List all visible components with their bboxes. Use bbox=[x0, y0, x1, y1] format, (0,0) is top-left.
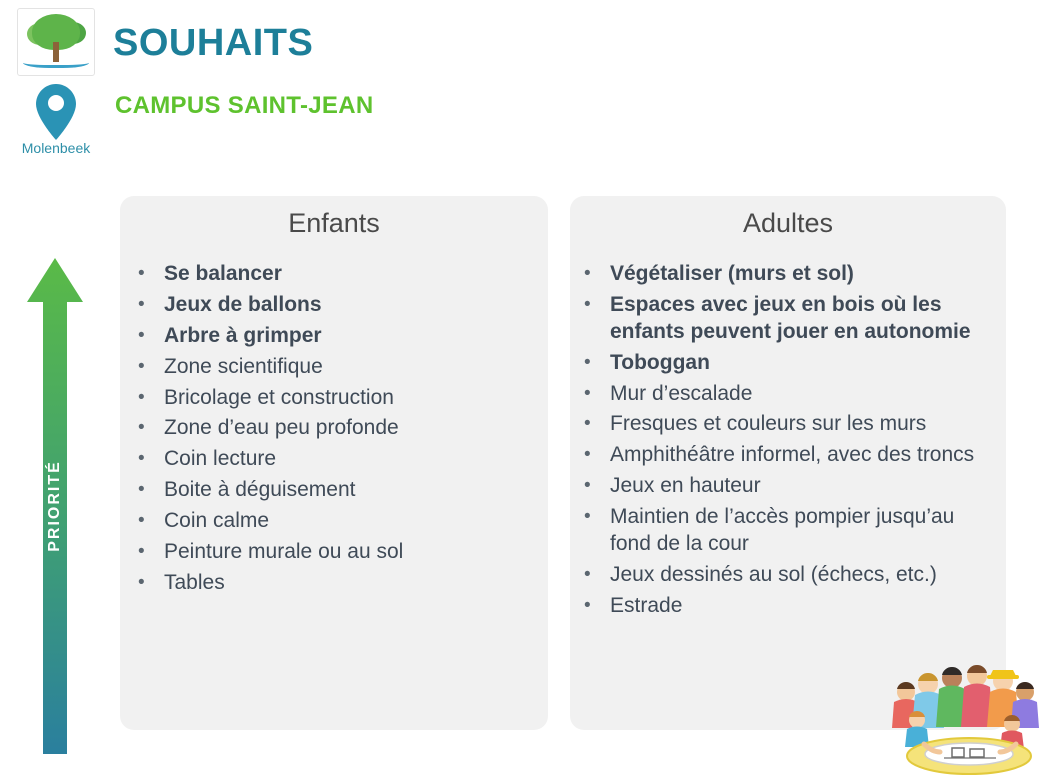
bullet-icon: • bbox=[138, 479, 145, 501]
list-item bbox=[138, 477, 530, 504]
panel-adultes-list bbox=[570, 261, 1006, 620]
bullet-icon: • bbox=[584, 444, 591, 466]
bullet-icon: • bbox=[138, 355, 145, 377]
list-item-label: Zone d’eau peu profonde bbox=[164, 416, 399, 440]
list-item-label: Zone scientifique bbox=[164, 354, 323, 378]
bullet-icon: • bbox=[584, 594, 591, 616]
bullet-icon: • bbox=[584, 351, 591, 373]
bullet-icon: • bbox=[584, 382, 591, 404]
list-item bbox=[584, 292, 992, 346]
list-item-label: Coin lecture bbox=[164, 447, 277, 471]
list-item-label: Coin calme bbox=[164, 509, 270, 532]
bullet-icon: • bbox=[584, 506, 591, 527]
panel-enfants bbox=[120, 196, 548, 730]
list-item-label: Boite à déguisement bbox=[164, 478, 356, 502]
bullet-icon: • bbox=[584, 293, 591, 315]
logo-block bbox=[12, 8, 100, 156]
list-item-label: Estrade bbox=[610, 593, 683, 617]
list-item bbox=[584, 261, 992, 288]
bullet-icon: • bbox=[138, 263, 145, 284]
list-item-label: Jeux en hauteur bbox=[610, 474, 761, 498]
list-item-label: Jeux de ballons bbox=[164, 292, 322, 316]
list-item-label: Fresques et couleurs sur les murs bbox=[610, 412, 927, 436]
list-item bbox=[138, 354, 530, 381]
list-item-label: Arbre à grimper bbox=[164, 323, 322, 347]
page-title: SOUHAITS bbox=[113, 22, 314, 64]
bullet-icon: • bbox=[138, 510, 145, 531]
list-item bbox=[584, 411, 992, 438]
list-item bbox=[138, 446, 530, 473]
list-item bbox=[138, 292, 530, 319]
list-item-label: Bricolage et construction bbox=[164, 385, 394, 409]
list-item-label: Se balancer bbox=[164, 262, 282, 285]
priority-axis-label-text: PRIORITÉ bbox=[46, 460, 63, 552]
list-item bbox=[584, 504, 992, 558]
bullet-icon: • bbox=[138, 324, 145, 346]
list-item bbox=[138, 261, 530, 288]
bullet-icon: • bbox=[138, 293, 145, 315]
list-item-label: Jeux dessinés au sol (échecs, etc.) bbox=[610, 562, 937, 586]
bullet-icon: • bbox=[138, 571, 145, 593]
bullet-icon: • bbox=[584, 475, 591, 497]
list-item-label: Toboggan bbox=[610, 350, 710, 374]
bullet-icon: • bbox=[584, 563, 591, 585]
list-item bbox=[584, 442, 992, 469]
panel-adultes-title: Adultes bbox=[742, 208, 834, 238]
list-item bbox=[584, 381, 992, 408]
list-item-label: Tables bbox=[164, 570, 225, 594]
list-item-label: Mur d’escalade bbox=[610, 381, 753, 405]
priority-arrow-icon bbox=[26, 258, 84, 754]
list-item bbox=[138, 323, 530, 350]
list-item bbox=[138, 508, 530, 535]
list-item-label: Amphithéâtre informel, avec des troncs bbox=[610, 443, 975, 467]
bullet-icon: • bbox=[138, 540, 145, 562]
panel-enfants-title: Enfants bbox=[288, 208, 380, 238]
list-item bbox=[138, 415, 530, 442]
list-item bbox=[584, 562, 992, 589]
bullet-icon: • bbox=[138, 448, 145, 470]
page-subtitle: CAMPUS SAINT-JEAN bbox=[115, 92, 374, 119]
list-item bbox=[584, 350, 992, 377]
list-item bbox=[584, 593, 992, 620]
place-label: Molenbeek bbox=[21, 140, 91, 156]
map-pin-icon bbox=[12, 82, 100, 144]
bullet-icon: • bbox=[584, 413, 591, 435]
list-item-label: Espaces avec jeux en bois où les enfants peuvent jouer en autonomie bbox=[610, 292, 971, 343]
list-item bbox=[138, 539, 530, 566]
list-item-label: Peinture murale ou au sol bbox=[164, 539, 404, 563]
tree-logo-icon bbox=[17, 8, 95, 76]
list-item bbox=[138, 570, 530, 597]
bullet-icon: • bbox=[138, 417, 145, 439]
list-item bbox=[138, 385, 530, 412]
bullet-icon: • bbox=[138, 386, 145, 408]
group-of-people-around-plan-illustration bbox=[884, 648, 1054, 778]
list-item-label: Maintien de l’accès pompier jusqu’au fond de la cour bbox=[610, 505, 955, 555]
list-item-label: Végétaliser (murs et sol) bbox=[610, 262, 854, 285]
list-item bbox=[584, 473, 992, 500]
panel-enfants-list bbox=[120, 261, 548, 597]
bullet-icon: • bbox=[584, 263, 591, 284]
